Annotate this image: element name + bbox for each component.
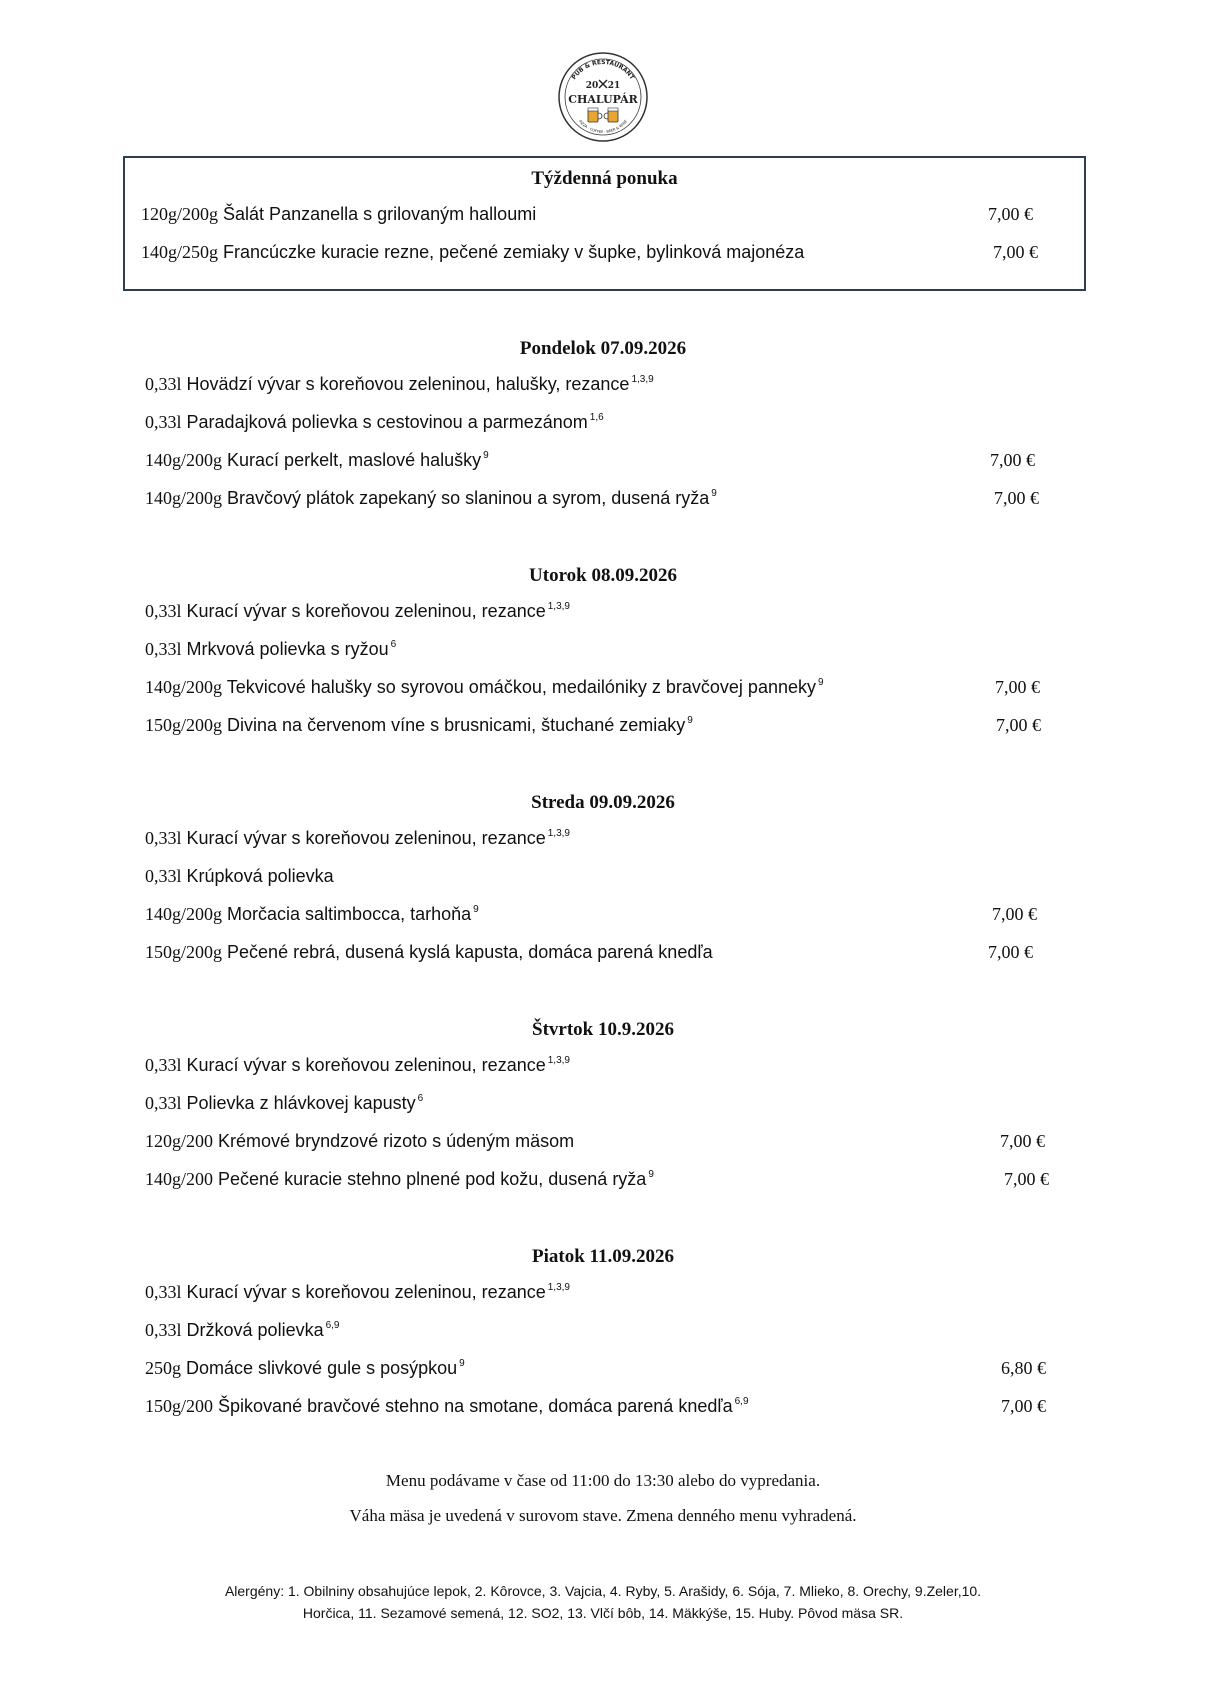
logo-year-right: 21: [607, 81, 621, 91]
menu-item: [145, 601, 570, 622]
item-price: 7,00 €: [1001, 1396, 1046, 1416]
item-name: Divina na červenom víne s brusnicami, štuchané zemiaky: [227, 715, 686, 735]
item-name: Paradajková polievka s cestovinou a parmezánom: [186, 412, 588, 432]
item-allergens: 1,6: [589, 412, 604, 423]
item-quantity: 0,33l: [145, 1282, 182, 1302]
menu-item: [141, 242, 804, 263]
item-name: Tekvicové halušky so syrovou omáčkou, medailóniky z bravčovej panneky: [226, 677, 816, 697]
item-allergens: 6,9: [325, 1320, 340, 1331]
item-name: Špikované bravčové stehno na smotane, domáca parená knedľa: [218, 1396, 733, 1416]
item-quantity: 0,33l: [145, 828, 182, 848]
item-allergens: 1,3,9: [547, 1055, 570, 1066]
item-allergens: 9: [483, 450, 489, 461]
day-title-monday: Pondelok 07.09.2026: [519, 338, 687, 359]
weight-note: Váha mäsa je uvedená v surovom stave. Zmena denného menu vyhradená.: [349, 1506, 857, 1525]
menu-item: [145, 828, 570, 849]
item-name: Hovädzí vývar s koreňovou zeleninou, halušky, rezance: [186, 374, 630, 394]
day-title-thursday: Štvrtok 10.9.2026: [532, 1019, 674, 1040]
item-allergens: 1,3,9: [547, 828, 570, 839]
item-price: 7,00 €: [995, 677, 1040, 697]
item-quantity: 140g/200: [145, 1169, 214, 1189]
item-quantity: 0,33l: [145, 866, 182, 886]
item-price: 7,00 €: [988, 204, 1033, 224]
menu-item: [145, 450, 489, 471]
item-price: 7,00 €: [993, 242, 1038, 262]
item-price: 6,80 €: [1001, 1358, 1046, 1378]
menu-item: [145, 1396, 749, 1417]
item-allergens: 1,3,9: [547, 1282, 570, 1293]
menu-item: [145, 1169, 654, 1190]
item-price: 7,00 €: [1004, 1169, 1049, 1189]
item-quantity: 140g/200g: [145, 677, 223, 697]
menu-item: [145, 1093, 423, 1114]
item-quantity: 150g/200: [145, 1396, 214, 1416]
item-allergens: 6: [417, 1093, 424, 1104]
item-allergens: 6: [390, 639, 397, 650]
menu-item: [141, 204, 536, 225]
menu-item: [145, 1131, 576, 1152]
item-allergens: 9: [817, 677, 824, 688]
item-name: Pečené rebrá, dusená kyslá kapusta, domáca parená knedľa: [227, 942, 713, 962]
weekly-offer-box: [123, 156, 1086, 291]
menu-item: [145, 904, 479, 925]
menu-item: [145, 715, 693, 736]
item-allergens: 1,3,9: [631, 374, 654, 385]
menu-item: [145, 412, 604, 433]
item-name: Francúczke kuracie rezne, pečené zemiaky v šupke, bylinková majonéza: [223, 242, 805, 262]
item-quantity: 140g/200g: [145, 904, 223, 924]
allergen-legend-line: Alergény: 1. Obilniny obsahujúce lepok, 2. Kôrovce, 3. Vajcia, 4. Ryby, 5. Arašidy, 6. Sója, 7. Mlieko, 8. Orechy, 9.Zeler,10.: [224, 1583, 982, 1599]
logo-top-text: PUB & RESTAURANT: [570, 58, 636, 82]
menu-item: [145, 942, 715, 963]
item-allergens: 6,9: [734, 1396, 749, 1407]
menu-item: [145, 677, 824, 698]
menu-item: [145, 1358, 465, 1379]
menu-item: [145, 1055, 570, 1076]
item-quantity: 120g/200: [145, 1131, 214, 1151]
item-allergens: 1,3,9: [547, 601, 570, 612]
item-price: 7,00 €: [988, 942, 1033, 962]
item-name: Pečené kuracie stehno plnené pod kožu, dusená ryža: [218, 1169, 647, 1189]
day-title-wednesday: Streda 09.09.2026: [531, 792, 675, 813]
item-name: Domáce slivkové gule s posýpkou: [186, 1358, 458, 1378]
item-quantity: 140g/200g: [145, 450, 223, 470]
menu-item: [145, 639, 396, 660]
item-name: Kurací vývar s koreňovou zeleninou, rezance: [186, 1282, 546, 1302]
item-quantity: 140g/250g: [141, 242, 219, 262]
item-allergens: 9: [459, 1358, 465, 1369]
restaurant-logo: [556, 50, 650, 144]
allergen-legend-line: Horčica, 11. Sezamové semená, 12. SO2, 13. Vlčí bôb, 14. Mäkkýše, 15. Huby. Pôvod mäsa SR.: [302, 1605, 904, 1621]
serving-time-note: Menu podávame v čase od 11:00 do 13:30 alebo do vypredania.: [385, 1471, 821, 1490]
menu-item: [145, 866, 336, 887]
item-quantity: 0,33l: [145, 1055, 182, 1075]
item-name: Kurací vývar s koreňovou zeleninou, rezance: [186, 1055, 546, 1075]
item-price: 7,00 €: [990, 450, 1035, 470]
menu-item: [145, 1320, 340, 1341]
day-title-tuesday: Utorok 08.09.2026: [529, 565, 677, 586]
item-name: Kurací perkelt, maslové halušky: [227, 450, 482, 470]
item-name: Bravčový plátok zapekaný so slaninou a syrom, dusená ryža: [227, 488, 710, 508]
logo-year-left: 20: [585, 81, 599, 91]
item-name: Držková polievka: [186, 1320, 324, 1340]
item-quantity: 120g/200g: [141, 204, 219, 224]
day-title-friday: Piatok 11.09.2026: [532, 1246, 674, 1267]
item-name: Krúpková polievka: [186, 866, 334, 886]
item-quantity: 0,33l: [145, 639, 182, 659]
item-allergens: 9: [687, 715, 693, 726]
item-price: 7,00 €: [994, 488, 1039, 508]
item-name: Kurací vývar s koreňovou zeleninou, rezance: [186, 601, 546, 621]
item-quantity: 140g/200g: [145, 488, 223, 508]
item-price: 7,00 €: [996, 715, 1041, 735]
weekly-offer-title: Týždenná ponuka: [531, 168, 678, 189]
item-quantity: 150g/200g: [145, 942, 223, 962]
item-allergens: 9: [711, 488, 717, 499]
item-price: 7,00 €: [992, 904, 1037, 924]
item-quantity: 0,33l: [145, 1320, 182, 1340]
item-name: Morčacia saltimbocca, tarhoňa: [227, 904, 472, 924]
menu-item: [145, 374, 654, 395]
item-quantity: 0,33l: [145, 601, 182, 621]
item-allergens: 9: [473, 904, 479, 915]
item-name: Kurací vývar s koreňovou zeleninou, rezance: [186, 828, 546, 848]
menu-item: [145, 1282, 570, 1303]
item-quantity: 0,33l: [145, 374, 182, 394]
allergen-legend: [150, 1580, 1056, 1624]
item-quantity: 150g/200g: [145, 715, 223, 735]
item-name: Šalát Panzanella s grilovaným halloumi: [223, 204, 537, 224]
item-quantity: 0,33l: [145, 1093, 182, 1113]
item-name: Mrkvová polievka s ryžou: [186, 639, 389, 659]
item-quantity: 0,33l: [145, 412, 182, 432]
item-name: Krémové bryndzové rizoto s údeným mäsom: [218, 1131, 575, 1151]
item-name: Polievka z hlávkovej kapusty: [186, 1093, 416, 1113]
logo-name: CHALUPÁR: [568, 93, 638, 106]
item-price: 7,00 €: [1000, 1131, 1045, 1151]
item-allergens: 9: [648, 1169, 654, 1180]
logo-bottom-text: PIZZA · COFFEE · BEER & WINE: [577, 119, 629, 135]
item-quantity: 250g: [145, 1358, 181, 1378]
menu-item: [145, 488, 717, 509]
